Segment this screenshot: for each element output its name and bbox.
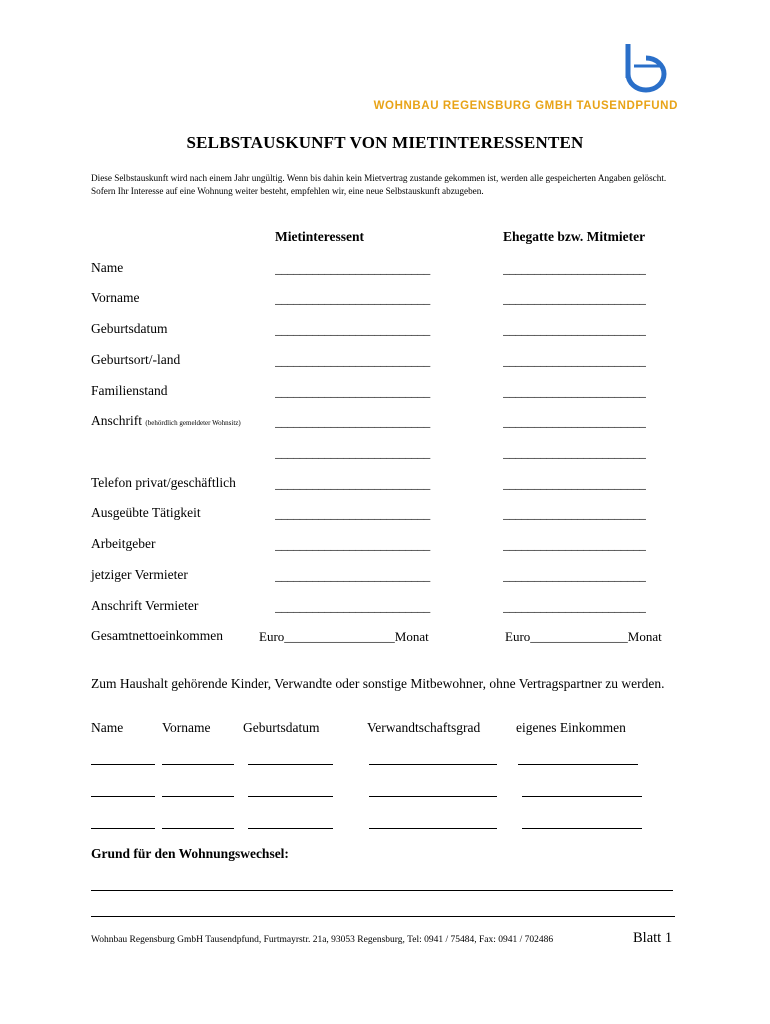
field-anschrift-vermieter-spouse[interactable]: _______________________ — [503, 599, 646, 614]
field-geburtsort-applicant[interactable]: _________________________ — [275, 353, 431, 368]
field-geburtsdatum-applicant[interactable]: _________________________ — [275, 322, 431, 337]
field-taetigkeit-applicant[interactable]: _________________________ — [275, 506, 431, 521]
household-row1-einkommen[interactable] — [518, 764, 638, 765]
field-telefon-spouse[interactable]: _______________________ — [503, 476, 646, 491]
field-anschrift-vermieter-applicant[interactable]: _________________________ — [275, 599, 431, 614]
field-vermieter-spouse[interactable]: _______________________ — [503, 568, 646, 583]
label-taetigkeit: Ausgeübte Tätigkeit — [91, 505, 201, 520]
column-header-applicant: Mietinteressent — [275, 229, 364, 244]
field-familienstand-spouse[interactable]: _______________________ — [503, 384, 646, 399]
label-name: Name — [91, 260, 124, 275]
household-header-vorname: Vorname — [162, 720, 211, 735]
field-arbeitgeber-applicant[interactable]: _________________________ — [275, 537, 431, 552]
reason-label: Grund für den Wohnungswechsel: — [91, 846, 289, 861]
label-familienstand: Familienstand — [91, 383, 168, 398]
household-header-verwandtschaft: Verwandtschaftsgrad — [367, 720, 481, 735]
household-row1-verwandtschaft[interactable] — [369, 764, 497, 765]
field-familienstand-applicant[interactable]: _________________________ — [275, 384, 431, 399]
household-row2-vorname[interactable] — [162, 796, 234, 797]
company-name: WOHNBAU REGENSBURG GMBH TAUSENDPFUND — [373, 100, 678, 112]
label-vermieter: jetziger Vermieter — [91, 567, 188, 582]
field-anschrift-applicant[interactable]: _________________________ — [275, 414, 431, 429]
label-anschrift-note: (behördlich gemeldeter Wohnsitz) — [145, 419, 241, 427]
reason-line-2[interactable] — [91, 916, 675, 917]
label-anschrift-vermieter: Anschrift Vermieter — [91, 598, 199, 613]
household-header-name: Name — [91, 720, 124, 735]
field-geburtsort-spouse[interactable]: _______________________ — [503, 353, 646, 368]
field-vorname-spouse[interactable]: _______________________ — [503, 291, 646, 306]
intro-text: Diese Selbstauskunft wird nach einem Jahr ungültig. Wenn bis dahin kein Mietvertrag zustande gekommen ist, werden alle gespeicherten Angaben gelöscht. Sofern Ihr Interesse auf eine Wohnung weiter besteht, empfehlen wir, eine neue Selbstauskunft abzugeben. — [91, 173, 667, 196]
field-anschrift-spouse[interactable]: _______________________ — [503, 414, 646, 429]
household-row1-geburtsdatum[interactable] — [248, 764, 333, 765]
page-title: SELBSTAUSKUNFT VON MIETINTERESSENTEN — [186, 133, 584, 152]
label-geburtsdatum: Geburtsdatum — [91, 321, 168, 336]
label-geburtsort: Geburtsort/-land — [91, 352, 181, 367]
label-einkommen: Gesamtnettoeinkommen — [91, 628, 223, 643]
household-row2-name[interactable] — [91, 796, 155, 797]
household-row3-vorname[interactable] — [162, 828, 234, 829]
household-row1-vorname[interactable] — [162, 764, 234, 765]
label-vorname: Vorname — [91, 290, 140, 305]
field-vorname-applicant[interactable]: _________________________ — [275, 291, 431, 306]
field-name-spouse[interactable]: _______________________ — [503, 261, 646, 276]
household-row3-geburtsdatum[interactable] — [248, 828, 333, 829]
field-name-applicant[interactable]: _________________________ — [275, 261, 431, 276]
label-telefon: Telefon privat/geschäftlich — [91, 475, 236, 490]
field-taetigkeit-spouse[interactable]: _______________________ — [503, 506, 646, 521]
field-telefon-applicant[interactable]: _________________________ — [275, 476, 431, 491]
label-anschrift-text: Anschrift — [91, 413, 142, 428]
field-anschrift2-applicant[interactable]: _________________________ — [275, 445, 431, 460]
household-row2-verwandtschaft[interactable] — [369, 796, 497, 797]
household-row2-einkommen[interactable] — [522, 796, 642, 797]
household-text: Zum Haushalt gehörende Kinder, Verwandte oder sonstige Mitbewohner, ohne Vertragspartner zu werden. — [91, 676, 665, 691]
reason-line-1[interactable] — [91, 890, 673, 891]
field-geburtsdatum-spouse[interactable]: _______________________ — [503, 322, 646, 337]
label-anschrift — [91, 413, 241, 429]
household-row3-einkommen[interactable] — [522, 828, 642, 829]
label-arbeitgeber: Arbeitgeber — [91, 536, 156, 551]
household-row1-name[interactable] — [91, 764, 155, 765]
field-einkommen-applicant[interactable]: Euro_________________Monat — [259, 629, 429, 644]
household-header-geburtsdatum: Geburtsdatum — [243, 720, 320, 735]
field-einkommen-spouse[interactable]: Euro_______________Monat — [505, 629, 662, 644]
page-number: Blatt 1 — [633, 930, 673, 946]
footer-address: Wohnbau Regensburg GmbH Tausendpfund, Furtmayrstr. 21a, 93053 Regensburg, Tel: 0941 / 75484, Fax: 0941 / 702486 — [91, 935, 554, 945]
company-logo-icon — [622, 44, 674, 94]
household-row3-name[interactable] — [91, 828, 155, 829]
household-header-einkommen: eigenes Einkommen — [516, 720, 626, 735]
household-row2-geburtsdatum[interactable] — [248, 796, 333, 797]
column-header-spouse: Ehegatte bzw. Mitmieter — [503, 229, 646, 244]
field-anschrift2-spouse[interactable]: _______________________ — [503, 445, 646, 460]
household-row3-verwandtschaft[interactable] — [369, 828, 497, 829]
field-arbeitgeber-spouse[interactable]: _______________________ — [503, 537, 646, 552]
field-vermieter-applicant[interactable]: _________________________ — [275, 568, 431, 583]
